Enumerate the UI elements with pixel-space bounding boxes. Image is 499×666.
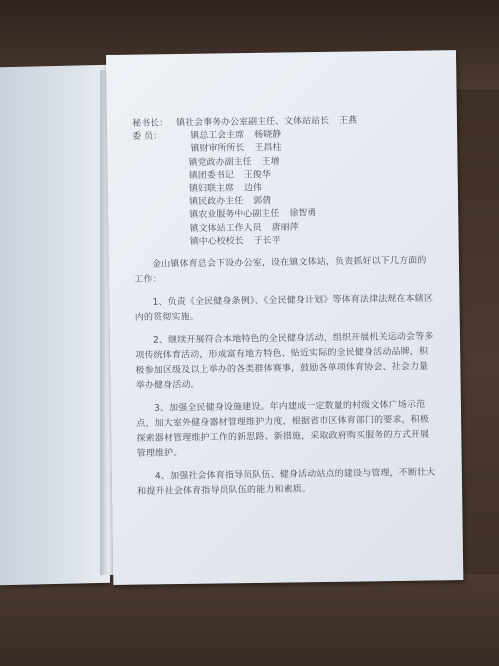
member-position: 镇农业服务中心副主任 — [189, 209, 280, 221]
left-page — [0, 65, 110, 585]
role-label: 秘书长： — [132, 118, 169, 129]
member-name: 边伟 — [243, 183, 263, 194]
member-name: 徐智勇 — [289, 208, 317, 220]
member-position: 镇总工会主席 — [190, 130, 245, 142]
member-name: 王增 — [261, 156, 280, 167]
member-position: 镇民政办主任 — [189, 196, 244, 208]
task-paragraph: 2、继续开展符合本地特色的全民健身活动，组织开展机关运动会等多项传统体育活动，形成富有地方特色、贴近实际的全民健身活动品牌，积极参加区级及以上举办的各类群体赛事，鼓励各单项体育协会、社会力量举办健身活动。 — [135, 331, 434, 392]
member-position: 镇中心校校长 — [189, 236, 244, 248]
desk-surface — [0, 574, 499, 666]
task-paragraph: 4、加强社会体育指导员队伍、健身活动站点的建设与管理，不断壮大和提升社会体育指导员队伍的能力和素质。 — [137, 467, 436, 497]
member-position: 镇财审所所长 — [190, 143, 245, 155]
member-name: 于长平 — [253, 235, 281, 247]
member-name: 郭倩 — [253, 196, 272, 207]
task-paragraph: 1、负责《全民健身条例》、《全民健身计划》等体育法律法规在本辖区内的贯彻实施。 — [134, 293, 434, 324]
intro-paragraph: 金山镇体育总会下设办公室，设在镇文体站，负责抓好以下几方面的工作： — [134, 255, 427, 286]
role-label: 委 员： — [132, 131, 163, 143]
document-text — [132, 114, 437, 500]
member-name: 王昌柱 — [254, 143, 282, 154]
member-name: 唐丽萍 — [271, 222, 299, 233]
member-name: 杨晓静 — [254, 130, 282, 141]
member-name: 王俊华 — [243, 169, 271, 181]
member-name: 王燕 — [339, 115, 358, 127]
member-position: 镇文体站工作人员 — [189, 222, 262, 234]
member-position: 镇妇联主席 — [188, 183, 235, 195]
member-position: 镇团委书记 — [188, 170, 234, 182]
member-position: 镇社会事务办公室副主任、文体站站长 — [176, 116, 330, 129]
task-paragraph: 3、加强全民健身设施建设。年内建成一定数量的村级文体广场示范点，加大室外健身器材管理维护力度，根据省市区体育部门的要求，积极探索器材管理维护工作的新思路、新措施，采取政府购买服务的方式开展管理维护。 — [136, 399, 430, 459]
member-position: 镇党政办副主任 — [188, 156, 252, 168]
